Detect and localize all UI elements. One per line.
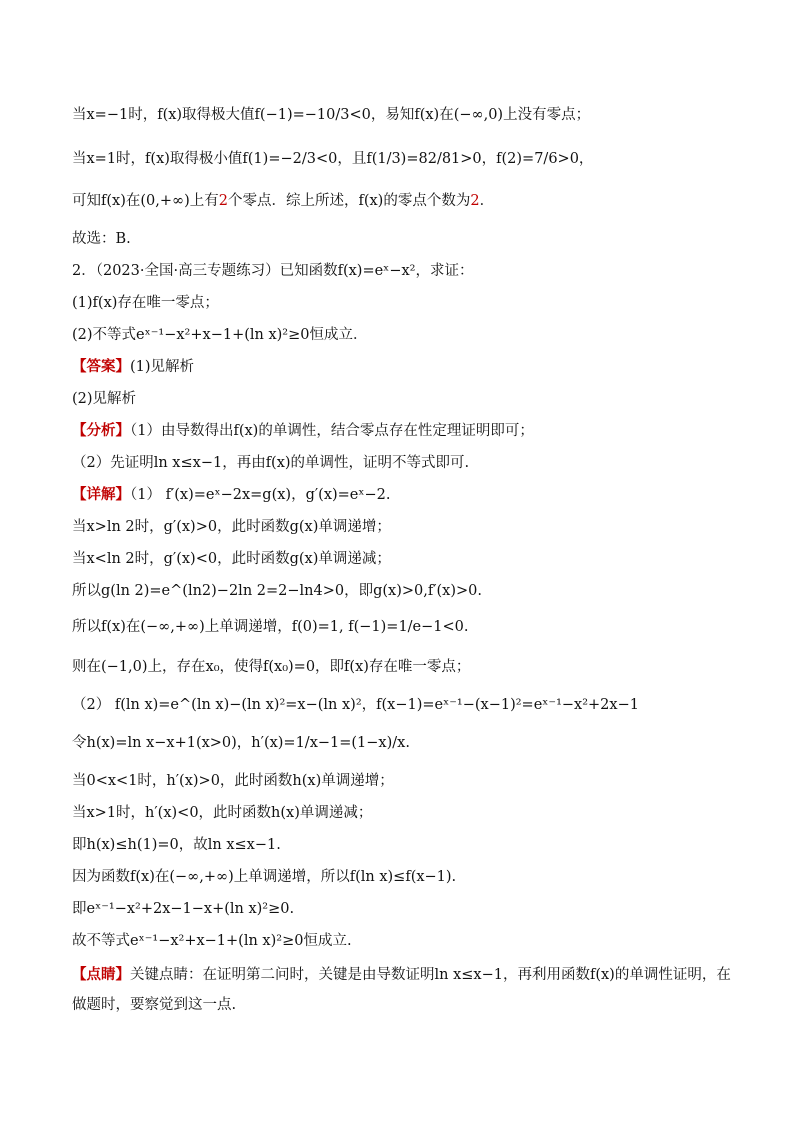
text-fragment: ． (479, 193, 495, 209)
text-line: （2） f(ln x)=e^(ln x)−(ln x)²=x−(ln x)²，f(x−1)=eˣ⁻¹−(x−1)²=eˣ⁻¹−x²+2x−1 (72, 697, 639, 713)
text-line (72, 190, 754, 212)
detail-line (72, 484, 754, 506)
text-line: 故选：B. (72, 231, 131, 247)
text-fragment: (1)见解析 (130, 359, 195, 375)
text-line: 当x=−1时，f(x)取得极大值f(−1)=−10/3<0，易知f(x)在(−∞,0)上没有零点； (72, 107, 591, 123)
text-fragment: 可知f(x)在(0,+∞)上有 (72, 193, 219, 209)
text-fragment: 关键点睛：在证明第二问时，关键是由导数证明ln x≤x−1，再利用函数f(x)的单调性证明，在做题时，要察觉到这一点. (72, 967, 731, 1013)
text-line: 当x=1时，f(x)取得极小值f(1)=−2/3<0，且f(1/3)=82/81>0，f(2)=7/6>0， (72, 151, 594, 167)
key-point-tag: 【点睛】 (72, 966, 130, 983)
text-line: 所以g(ln 2)=e^(ln2)−2ln 2=2−ln4>0，即g(x)>0,f′(x)>0. (72, 583, 482, 599)
text-fragment: （1）由导数得出f(x)的单调性，结合零点存在性定理证明即可； (130, 423, 534, 439)
text-line: 令h(x)=ln x−x+1(x>0)，h′(x)=1/x−1=(1−x)/x. (72, 735, 410, 751)
text-line: 当x<ln 2时，g′(x)<0，此时函数g(x)单调递减； (72, 551, 391, 567)
text-line: 当0<x<1时，h′(x)>0，此时函数h(x)单调递增； (72, 773, 394, 789)
text-line: 即eˣ⁻¹−x²+2x−1−x+(ln x)²≥0. (72, 901, 295, 917)
analysis-tag: 【分析】 (72, 422, 130, 439)
text-line: 所以f(x)在(−∞,+∞)上单调递增，f(0)=1, f(−1)=1/e−1<0. (72, 619, 469, 635)
question-title: 2．（2023·全国·高三专题练习）已知函数f(x)=eˣ−x²，求证： (72, 263, 474, 279)
highlighted-number: 2 (470, 193, 480, 209)
text-line: 故不等式eˣ⁻¹−x²+x−1+(ln x)²≥0恒成立. (72, 933, 352, 949)
text-line: (2)见解析 (72, 391, 137, 407)
text-line: （2）先证明ln x≤x−1，再由f(x)的单调性，证明不等式即可. (72, 455, 470, 471)
highlighted-number: 2 (218, 193, 228, 209)
detail-tag: 【详解】 (72, 486, 130, 503)
text-line: 则在(−1,0)上，存在x₀，使得f(x₀)=0，即f(x)存在唯一零点； (72, 659, 471, 675)
analysis-line (72, 420, 754, 442)
text-line: 即h(x)≤h(1)=0，故ln x≤x−1. (72, 837, 281, 853)
text-fragment: （1） f′(x)=eˣ−2x=g(x)，g′(x)=eˣ−2. (130, 487, 391, 503)
key-point-paragraph (72, 960, 742, 1020)
answer-line (72, 356, 754, 378)
text-line: (2)不等式eˣ⁻¹−x²+x−1+(ln x)²≥0恒成立． (72, 327, 368, 343)
text-line: 因为函数f(x)在(−∞,+∞)上单调递增，所以f(ln x)≤f(x−1). (72, 869, 457, 885)
text-fragment: 个零点．综上所述，f(x)的零点个数为 (227, 193, 471, 209)
answer-tag: 【答案】 (72, 358, 130, 375)
text-line: 当x>ln 2时，g′(x)>0，此时函数g(x)单调递增； (72, 519, 391, 535)
text-line: (1)f(x)存在唯一零点； (72, 295, 219, 311)
text-line: 当x>1时，h′(x)<0，此时函数h(x)单调递减； (72, 805, 373, 821)
